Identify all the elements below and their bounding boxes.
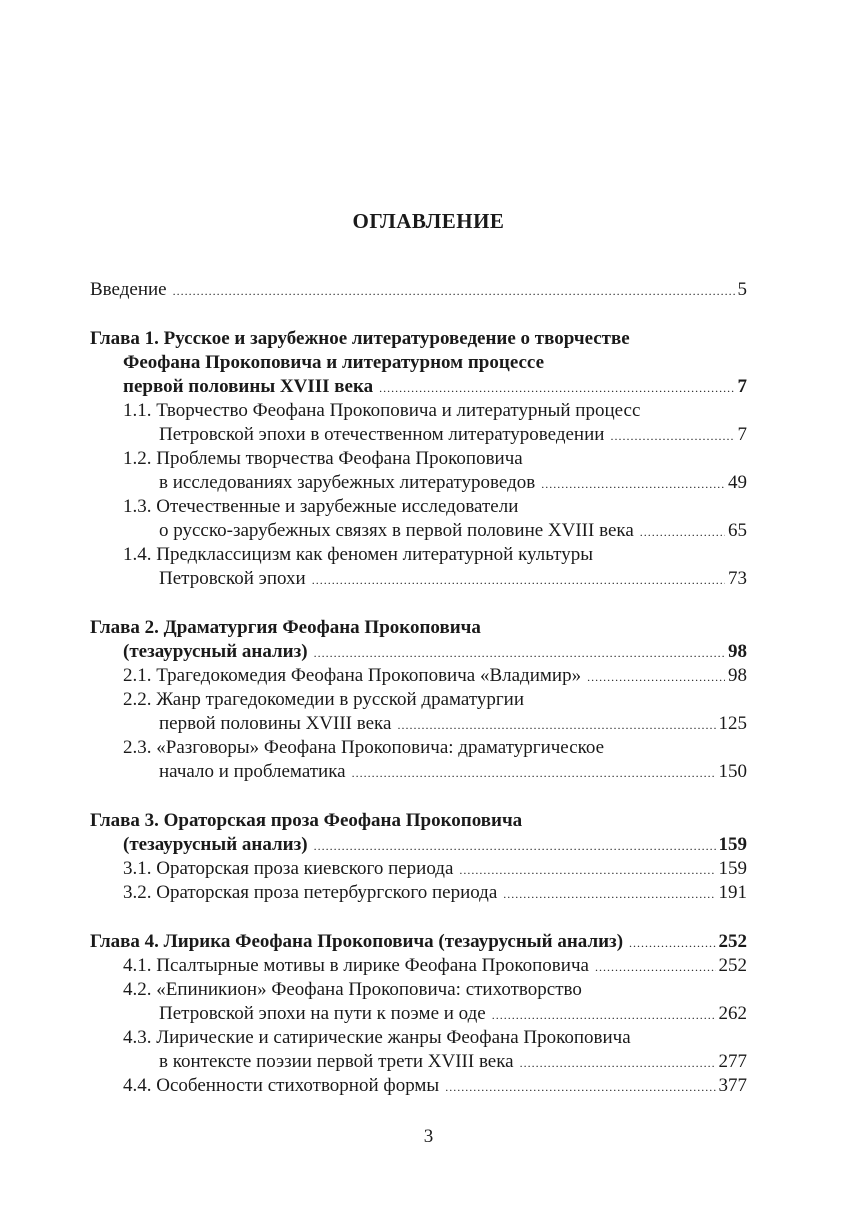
chapter-2-heading-end xyxy=(90,640,747,664)
section-title-line: 1.1. Творчество Феофана Прокоповича и литературный процесс xyxy=(123,400,641,421)
chapter-title-line: Феофана Прокоповича и литературном процессе xyxy=(123,352,545,373)
dot-leader xyxy=(503,882,715,906)
toc-page-number: 65 xyxy=(728,520,747,541)
chapter-title-line: первой половины XVIII века xyxy=(123,376,374,397)
chapter-1-heading-end xyxy=(90,375,747,399)
section-2-3-cont xyxy=(90,760,747,784)
toc-page-number: 5 xyxy=(737,279,747,300)
section-1-1 xyxy=(90,399,747,423)
toc-entry-intro xyxy=(90,278,747,302)
section-title-line: 1.4. Предклассицизм как феномен литературной культуры xyxy=(123,544,593,565)
toc-page-number: 252 xyxy=(718,955,747,976)
section-title-line: Петровской эпохи в отечественном литературоведении xyxy=(159,424,605,445)
chapter-3-heading-end xyxy=(90,833,747,857)
toc-page-number: 277 xyxy=(718,1051,747,1072)
dot-leader xyxy=(352,761,716,785)
toc-page-number: 7 xyxy=(737,424,747,445)
section-4-3 xyxy=(90,1026,747,1050)
section-title-line: 1.3. Отечественные и зарубежные исследователи xyxy=(123,496,519,517)
toc-page-number: 377 xyxy=(718,1075,747,1096)
dot-leader xyxy=(459,858,715,882)
toc-entry-title: Введение xyxy=(90,279,167,300)
section-1-3 xyxy=(90,495,747,519)
section-1-3-cont xyxy=(90,519,747,543)
toc-page-number: 191 xyxy=(718,882,747,903)
section-title-line: 3.2. Ораторская проза петербургского периода xyxy=(123,882,498,903)
section-4-4 xyxy=(90,1074,747,1098)
section-title-line: в контексте поэзии первой трети XVIII века xyxy=(159,1051,514,1072)
chapter-2-heading xyxy=(90,616,747,640)
dot-leader xyxy=(587,665,725,689)
section-title-line: 4.3. Лирические и сатирические жанры Феофана Прокоповича xyxy=(123,1027,631,1048)
dot-leader xyxy=(379,376,734,400)
section-4-2-cont xyxy=(90,1002,747,1026)
chapter-title-line: Глава 4. Лирика Феофана Прокоповича (тезаурусный анализ) xyxy=(90,931,624,952)
section-title-line: 3.1. Ораторская проза киевского периода xyxy=(123,858,454,879)
chapter-1-heading-cont xyxy=(90,351,747,375)
chapter-title-line: Глава 3. Ораторская проза Феофана Прокоповича xyxy=(90,810,523,831)
chapter-3-heading xyxy=(90,809,747,833)
section-2-1 xyxy=(90,664,747,688)
dot-leader xyxy=(640,520,725,544)
section-title-line: в исследованиях зарубежных литературоведов xyxy=(159,472,536,493)
section-title-line: 4.4. Особенности стихотворной формы xyxy=(123,1075,440,1096)
dot-leader xyxy=(492,1003,716,1027)
dot-leader xyxy=(629,931,715,955)
page-title: ОГЛАВЛЕНИЕ xyxy=(352,209,505,233)
section-4-3-cont xyxy=(90,1050,747,1074)
dot-leader xyxy=(595,955,716,979)
chapter-4-heading xyxy=(90,930,747,954)
toc-page-number: 98 xyxy=(728,641,747,662)
dot-leader xyxy=(541,472,725,496)
chapter-title-line: (тезаурусный анализ) xyxy=(123,641,308,662)
table-of-contents xyxy=(90,278,747,1098)
toc-page-number: 73 xyxy=(728,568,747,589)
section-title-line: 2.2. Жанр трагедокомедии в русской драматургии xyxy=(123,689,525,710)
section-title-line: 2.1. Трагедокомедия Феофана Прокоповича «Владимир» xyxy=(123,665,582,686)
toc-page-number: 125 xyxy=(718,713,747,734)
toc-page-number: 159 xyxy=(718,834,747,855)
chapter-title-line: Глава 1. Русское и зарубежное литературоведение о творчестве xyxy=(90,328,630,349)
toc-page-number: 7 xyxy=(737,376,747,397)
section-3-2 xyxy=(90,881,747,905)
toc-page-number: 252 xyxy=(718,931,747,952)
section-1-2 xyxy=(90,447,747,471)
dot-leader xyxy=(397,713,715,737)
chapter-1-heading xyxy=(90,327,747,351)
dot-leader xyxy=(173,279,735,303)
section-title-line: Петровской эпохи xyxy=(159,568,306,589)
page-number: 3 xyxy=(423,1126,434,1147)
section-title-line: 4.1. Псалтырные мотивы в лирике Феофана Прокоповича xyxy=(123,955,589,976)
section-title-line: 1.2. Проблемы творчества Феофана Прокоповича xyxy=(123,448,523,469)
chapter-title-line: (тезаурусный анализ) xyxy=(123,834,308,855)
dot-leader xyxy=(610,424,734,448)
section-1-1-cont xyxy=(90,423,747,447)
toc-page-number: 98 xyxy=(728,665,747,686)
section-title-line: первой половины XVIII века xyxy=(159,713,392,734)
section-2-2-cont xyxy=(90,712,747,736)
toc-page-number: 49 xyxy=(728,472,747,493)
section-title-line: 2.3. «Разговоры» Феофана Прокоповича: драматургическое xyxy=(123,737,605,758)
dot-leader xyxy=(312,568,725,592)
toc-page-number: 262 xyxy=(718,1003,747,1024)
section-title-line: о русско-зарубежных связях в первой половине XVIII века xyxy=(159,520,634,541)
section-3-1 xyxy=(90,857,747,881)
section-1-4-cont xyxy=(90,567,747,591)
dot-leader xyxy=(314,834,716,858)
section-title-line: начало и проблематика xyxy=(159,761,346,782)
section-2-3 xyxy=(90,736,747,760)
dot-leader xyxy=(445,1075,715,1099)
toc-page-number: 159 xyxy=(718,858,747,879)
section-title-line: Петровской эпохи на пути к поэме и оде xyxy=(159,1003,486,1024)
section-2-2 xyxy=(90,688,747,712)
section-title-line: 4.2. «Епиникион» Феофана Прокоповича: стихотворство xyxy=(123,979,582,1000)
chapter-title-line: Глава 2. Драматургия Феофана Прокоповича xyxy=(90,617,481,638)
section-4-2 xyxy=(90,978,747,1002)
dot-leader xyxy=(314,641,725,665)
section-4-1 xyxy=(90,954,747,978)
section-1-2-cont xyxy=(90,471,747,495)
toc-page-number: 150 xyxy=(718,761,747,782)
dot-leader xyxy=(520,1051,716,1075)
section-1-4 xyxy=(90,543,747,567)
